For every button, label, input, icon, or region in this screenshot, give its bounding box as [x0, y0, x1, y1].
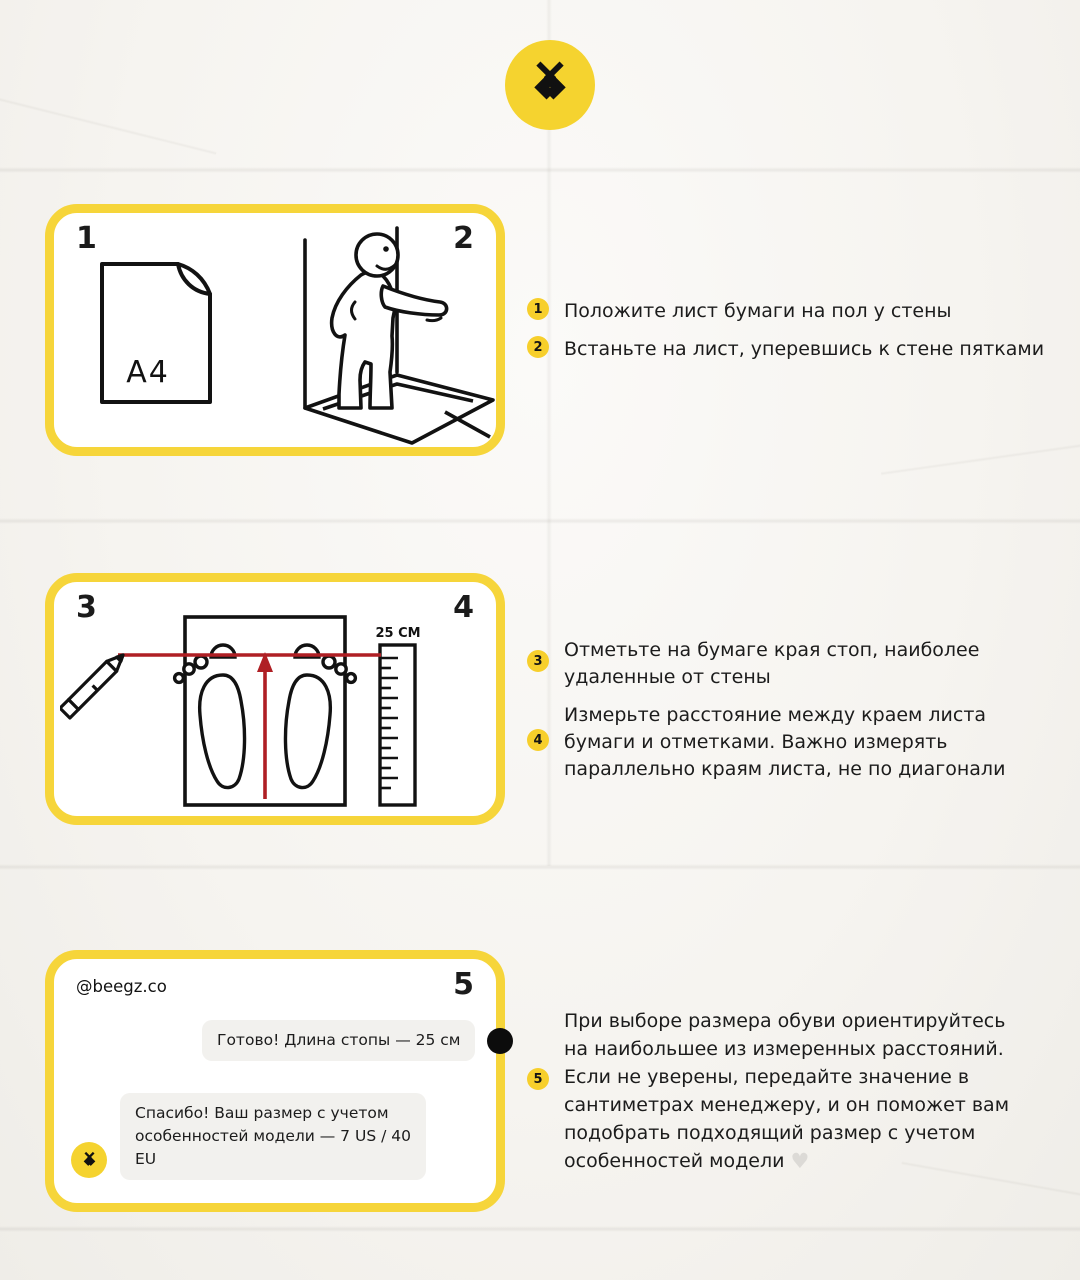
instruction-step-2	[527, 336, 1072, 363]
paper-crease	[0, 1226, 1080, 1232]
step-1-badge: 1	[527, 298, 549, 320]
heart-icon: ♥	[790, 1149, 810, 1173]
chat-message-customer	[202, 1020, 513, 1061]
step-5-text: При выборе размера обуви ориентируйтесь на наибольшее из измеренных расстояний. Если не уверены, передайте значение в сантиметрах менеджеру, и он поможет вам подобрать подходящий размер с учетом особенностей модели ♥	[564, 1010, 1010, 1173]
brand-handle: @beegz.co	[76, 977, 167, 996]
a4-label: A4	[126, 355, 170, 390]
paper-crease	[0, 518, 1080, 524]
paper-crease	[881, 438, 1080, 475]
chat-bubble-brand: Спасибо! Ваш размер с учетом особенностей модели — 7 US / 40 EU	[120, 1093, 426, 1180]
instruction-step-1	[527, 298, 1057, 325]
panel3-number-right: 5	[453, 967, 474, 1002]
step-3-text: Отметьте на бумаге края стоп, наиболее удаленные от стены	[564, 639, 980, 688]
brand-logo	[505, 40, 595, 130]
beegz-diamond-mark-icon	[521, 56, 579, 114]
instruction-step-5	[527, 1007, 1022, 1175]
panel1-number-right: 2	[453, 221, 474, 256]
step-5-badge: 5	[527, 1068, 549, 1090]
instruction-step-4	[527, 702, 1062, 783]
step-2-text: Встаньте на лист, уперевшись к стене пятками	[564, 338, 1045, 360]
ruler-measurement-label: 25 СМ	[375, 626, 421, 641]
panel1-number-left: 1	[76, 221, 97, 256]
a4-sheet-illustration	[90, 250, 225, 415]
step-2-badge: 2	[527, 336, 549, 358]
paper-crease	[0, 89, 217, 156]
chat-message-brand	[71, 1093, 426, 1180]
ruler-icon	[380, 645, 415, 805]
beegz-diamond-mark-icon	[79, 1150, 100, 1171]
panel-step-5-chat	[45, 950, 505, 1212]
step-4-text: Измерьте расстояние между краем листа бумаги и отметками. Важно измерять параллельно краям листа, не по диагонали	[564, 704, 1006, 780]
customer-avatar	[487, 1028, 513, 1054]
panel-steps-1-2	[45, 204, 505, 456]
chat-bubble-customer: Готово! Длина стопы — 25 см	[202, 1020, 475, 1061]
person-at-wall-illustration	[285, 222, 495, 450]
step-3-badge: 3	[527, 650, 549, 672]
pencil-icon	[60, 655, 123, 718]
step-4-badge: 4	[527, 729, 549, 751]
foot-measuring-illustration	[60, 595, 490, 815]
panel-steps-3-4	[45, 573, 505, 825]
panel2-number-right: 4	[453, 590, 474, 625]
panel2-number-left: 3	[76, 590, 97, 625]
paper-crease	[0, 864, 1080, 870]
brand-avatar	[71, 1142, 107, 1178]
instruction-step-3	[527, 637, 992, 691]
step-1-text: Положите лист бумаги на пол у стены	[564, 300, 952, 322]
paper-crease	[0, 167, 1080, 173]
